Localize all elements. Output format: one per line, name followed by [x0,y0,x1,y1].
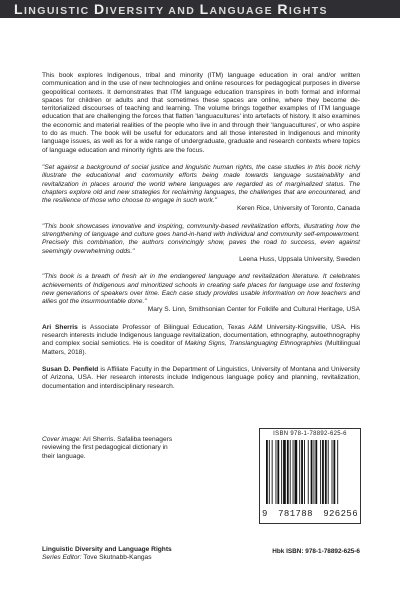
barcode-bar [322,440,324,504]
barcode-bar [320,440,321,504]
endorsement-quote: "This book showcases innovative and inspiring, community-based revitalization efforts, illustrating how the strengthening of language and culture goes hand-in-hand with individual and community self-empowerment. Precisely this combination, the authors convincingly show, paves the road to success, even against seemingly overwhelming odds." [42,222,360,255]
endorsement-quote: "This book is a breath of fresh air in the endangered language and revitalization literature. It celebrates achievements of Indigenous and minoritized schools in creating safe places for language use and fostering new generations of speakers over time. Each case study provides usable information on how teachers and allies got the insurmountable done." [42,273,360,306]
endorsement-1 [42,164,360,214]
endorsement-quote: "Set against a background of social justice and linguistic human rights, the case studies in this book richly illustrate the educational and community efforts being made towards language sustainability and revitalization in places around the world where languages are regarded as of marginalized status. The chapters explore old and new strategies for reclaiming languages, the challenges that are encountered, and the resilience of those who choose to engage in such work." [42,163,360,205]
barcode-bar [266,440,268,504]
series-header-bar [0,0,400,18]
barcode-bar [293,440,294,504]
author-name: Ari Sherris [42,323,78,331]
bio-text: is Associate Professor of Bilingual Education, Texas A&M University-Kingsville, USA. His research interests include Indigenous language revitalization, documentation, ethnography, autoethnography and complex social semiotics. He is coeditor of [42,323,360,348]
author-bio-penfield [42,366,360,391]
barcode-bar [308,440,309,504]
barcode-bar [314,440,315,504]
barcode-bar [276,440,277,504]
barcode-bar [328,440,329,504]
barcode-bar [287,440,289,504]
barcode-bar [315,440,317,504]
endorsement-3 [42,273,360,314]
barcode-bar [295,440,298,504]
barcode-bar [281,440,282,504]
barcode-isbn: ISBN 978-1-78892-625-6 [273,431,347,437]
bio-text: (Multilingual Matters, 2018). [42,340,361,356]
barcode-bar [325,440,327,504]
endorsement-attribution: Leena Huss, Uppsala University, Sweden [239,255,360,263]
barcode-bar [272,440,273,504]
barcode-bar [311,440,313,504]
book-description: This book explores Indigenous, tribal and minority (ITM) language education in oral and/or written communication and in the use of new technologies and online resources for pedagogical purposes in diverse geopolitical contexts. It demonstrates that ITM language education transpires in both formal and informal spaces for children or adults and that sometimes these spaces are online, where they become de-territorialized discourses of teaching and learning. The volume brings together examples of ITM language education that are challenging the forces that flatten 'languacultures' into artefacts of history. It also examines the economic and material realities of the people who live in and through their 'languacultures', or who aspire to do as much. The book will be useful for educators and all those interested in Indigenous and minority language issues, as well as for a wide range of undergraduate, graduate and research contexts where topics of language education and minority rights are the focus. [42,72,360,154]
barcode-bar [299,440,300,504]
back-cover-footer [42,428,360,588]
barcode-digit-group: 926256 [323,509,358,519]
series-editor-label: Series Editor: [42,554,82,562]
barcode-bar [337,440,338,504]
barcode-bar [301,440,303,504]
barcode-bar [283,440,286,504]
barcode-digit-group: 9 [262,509,268,519]
barcode-digits [262,509,358,519]
barcode-bars [266,440,354,504]
cover-image-credit [42,436,182,461]
barcode-bar [304,440,305,504]
cover-label: Cover image: [42,436,82,443]
series-editor-name: Tove Skutnabb-Kangas [81,554,152,562]
endorsement-attribution: Mary S. Linn, Smithsonian Center for Folklife and Cultural Heritage, USA [147,306,360,314]
author-name: Susan D. Penfield [42,365,99,373]
barcode-bar [277,440,279,504]
cover-text: Ari Sherris. Safaliba teenagers reviewing the first pedagogical dictionary in their language. [42,436,173,460]
barcode-bar [290,440,291,504]
book-title: Making Signs, Translanguaging Ethnographies [184,340,323,348]
author-bio-sherris [42,324,360,357]
barcode-bar [332,440,333,504]
endorsement-attribution: Keren Rice, University of Toronto, Canada [236,205,360,213]
series-title: LINGUISTIC DIVERSITY AND LANGUAGE RIGHTS [14,1,328,17]
barcode [259,428,361,524]
barcode-digit-group: 781788 [278,509,313,519]
back-cover-text [42,72,360,391]
series-editor [42,554,242,562]
endorsement-2 [42,223,360,264]
series-name: Linguistic Diversity and Language Rights [42,546,172,553]
barcode-bar [269,440,270,504]
barcode-bar [333,440,335,504]
hbk-isbn: Hbk ISBN: 978-1-78892-625-6 [272,548,360,555]
bio-text: is Affiliate Faculty in the Department of Linguistics, University of Montana and University of Arizona, USA. Her research interests include Indigenous language policy and planning, revitalization, documentation and interdisciplinary research. [42,365,360,390]
